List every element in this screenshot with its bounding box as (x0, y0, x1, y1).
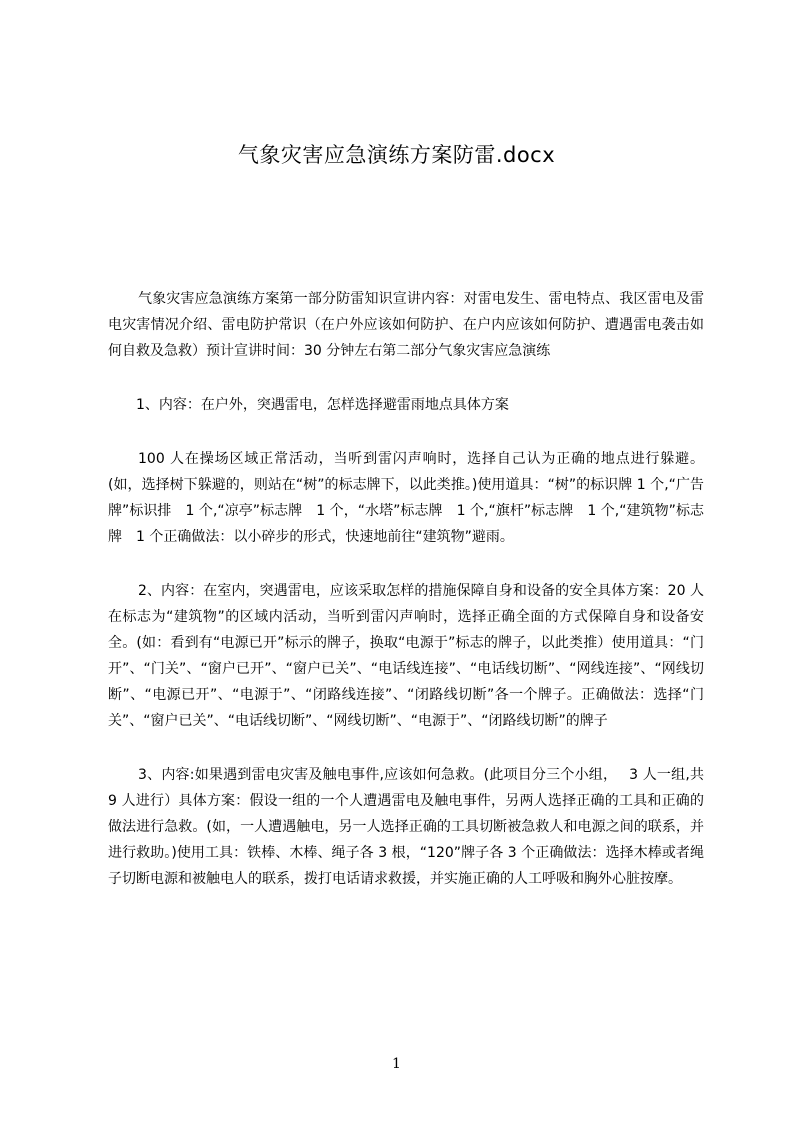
paragraph-section-1-heading: 1、内容：在户外，突遇雷电，怎样选择避雷雨地点具体方案 (136, 397, 509, 413)
paragraph-section-2: 2、内容：在室内，突遇雷电，应该采取怎样的措施保障自身和设备的安全具体方案：20 人在标志为“建筑物”的区域内活动，当听到雷闪声响时，选择正确全面的方式保障自身和设备安全。(如：看到有“电源已开”标示的牌子，换取“电源于”标志的牌子，以此类推）使用道具：“门开”、“门关”、“窗户已开”、“窗户已关”、“电话线连接”、“电话线切断”、“网线连接”、“网线切断”、“电源已开”、“电源于”、“闭路线连接”、“闭路线切断”各一个牌子。正确做法：选择“门关”、“窗户已关”、“电话线切断”、“网线切断”、“电源于”、“闭路线切断”的牌子 (108, 583, 704, 729)
document-title: 气象灾害应急演练方案防雷.docx (237, 143, 556, 167)
paragraph-section-3: 3、内容:如果遇到雷电灾害及触电事件,应该如何急救。(此项目分三个小组， 3 人一组,共 9 人进行）具体方案：假设一组的一个人遭遇雷电及触电事件，另两人选择正确的工具和正确的做法进行急救。(如，一人遭遇触电，另一人选择正确的工具切断被急救人和电源之间的联系，并进行救助。)使用工具：铁棒、木棒、绳子各 3 根，“120”牌子各 3 个正确做法：选择木棒或者绳子切断电源和被触电人的联系，拨打电话请求救援，并实施正确的人工呼吸和胸外心脏按摩。 (108, 767, 704, 887)
paragraph-intro: 气象灾害应急演练方案第一部分防雷知识宣讲内容：对雷电发生、雷电特点、我区雷电及雷电灾害情况介绍、雷电防护常识（在户外应该如何防护、在户内应该如何防护、遭遇雷电袭击如何自救及急救）预计宣讲时间：30 分钟左右第二部分气象灾害应急演练 (108, 291, 704, 359)
document-body (108, 286, 704, 920)
paragraph-section-1-body: 100 人在操场区域正常活动，当听到雷闪声响时，选择自己认为正确的地点进行躲避。(如，选择树下躲避的，则站在“树”的标志牌下，以此类推。)使用道具：“树”的标识牌 1 个,“广告牌”标识排 1 个,“凉亭”标志牌 1 个，“水塔”标志牌 1 个,“旗杆”标志牌 1 个,“建筑物”标志牌 1 个正确做法：以小碎步的形式，快速地前往“建筑物”避雨。 (108, 451, 704, 545)
page-number: 1 (392, 1056, 401, 1072)
